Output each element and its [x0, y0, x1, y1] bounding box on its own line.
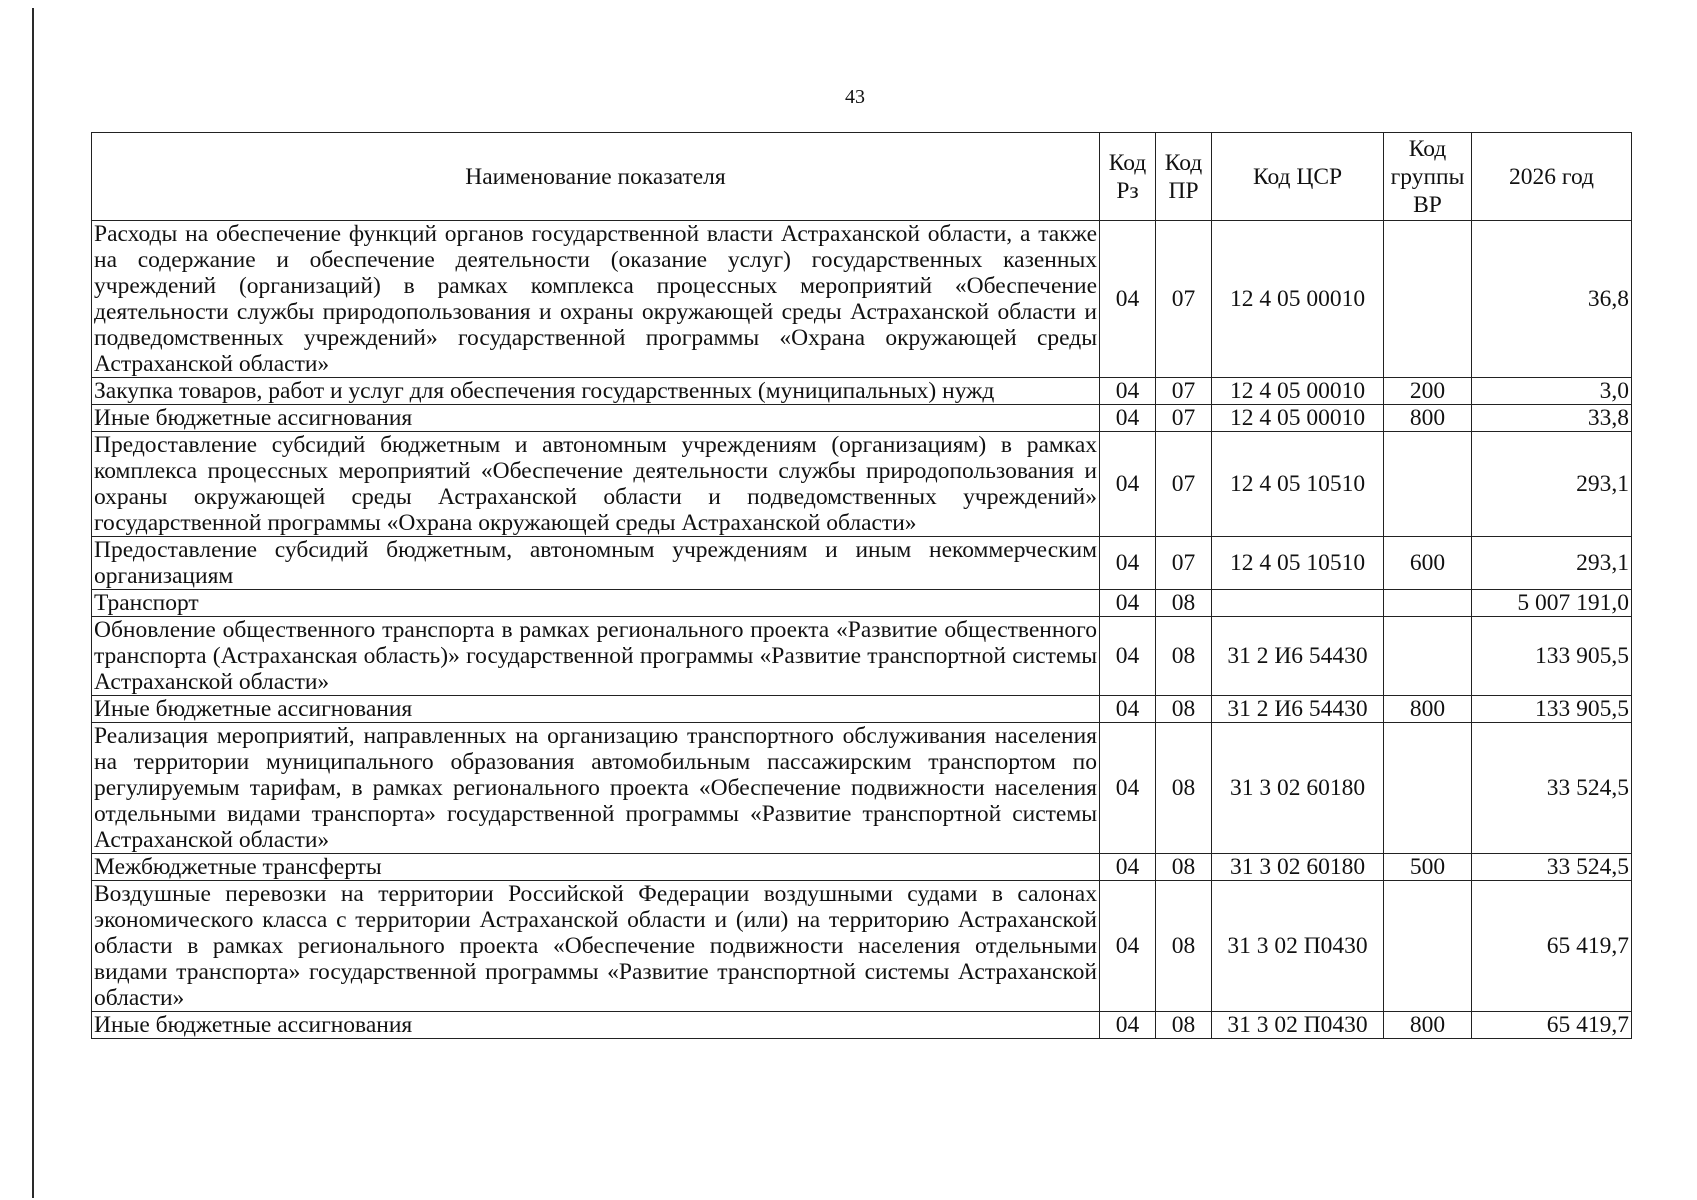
- row-vr: 800: [1384, 1012, 1472, 1039]
- row-csr: 31 2 И6 54430: [1212, 617, 1384, 696]
- row-vr: 600: [1384, 537, 1472, 590]
- row-pr: 07: [1156, 378, 1212, 405]
- row-pr: 08: [1156, 854, 1212, 881]
- row-name: Предоставление субсидий бюджетным и автономным учреждениям (организациям) в рамках комплекса процессных мероприятий «Обеспечение деятельности службы природопользования и охраны окружающей среды Астраханской области и подведомственных учреждений» государственной программы «Охрана окружающей среды Астраханской области»: [92, 432, 1100, 537]
- row-vr: 200: [1384, 378, 1472, 405]
- row-value: 65 419,7: [1472, 881, 1632, 1012]
- header-row: [92, 133, 1632, 221]
- row-csr: 31 3 02 П0430: [1212, 1012, 1384, 1039]
- row-name: Иные бюджетные ассигнования: [92, 1012, 1100, 1039]
- row-rz: 04: [1100, 537, 1156, 590]
- header-rz: Код Рз: [1100, 133, 1156, 221]
- header-pr: Код ПР: [1156, 133, 1212, 221]
- header-year: 2026 год: [1472, 133, 1632, 221]
- row-csr: 12 4 05 00010: [1212, 405, 1384, 432]
- row-value: 33,8: [1472, 405, 1632, 432]
- row-rz: 04: [1100, 881, 1156, 1012]
- row-vr: [1384, 881, 1472, 1012]
- row-csr: 12 4 05 10510: [1212, 537, 1384, 590]
- table-row: [92, 1012, 1632, 1039]
- row-csr: 31 3 02 60180: [1212, 854, 1384, 881]
- table-row: [92, 537, 1632, 590]
- row-name: Воздушные перевозки на территории Российской Федерации воздушными судами в салонах экономического класса с территории Астраханской области и (или) на территорию Астраханской области в рамках регионального проекта «Обеспечение подвижности населения отдельными видами транспорта» государственной программы «Развитие транспортной системы Астраханской области»: [92, 881, 1100, 1012]
- row-rz: 04: [1100, 221, 1156, 378]
- row-csr: 31 2 И6 54430: [1212, 696, 1384, 723]
- row-value: 33 524,5: [1472, 723, 1632, 854]
- row-value: 133 905,5: [1472, 617, 1632, 696]
- row-rz: 04: [1100, 617, 1156, 696]
- row-vr: [1384, 432, 1472, 537]
- row-pr: 07: [1156, 405, 1212, 432]
- row-pr: 08: [1156, 617, 1212, 696]
- header-csr: Код ЦСР: [1212, 133, 1384, 221]
- row-value: 33 524,5: [1472, 854, 1632, 881]
- table-row: [92, 696, 1632, 723]
- row-csr: 12 4 05 00010: [1212, 378, 1384, 405]
- row-vr: 800: [1384, 696, 1472, 723]
- row-value: 3,0: [1472, 378, 1632, 405]
- row-pr: 08: [1156, 590, 1212, 617]
- row-pr: 07: [1156, 537, 1212, 590]
- header-vr: Код группы ВР: [1384, 133, 1472, 221]
- table-row: [92, 881, 1632, 1012]
- row-csr: 31 3 02 П0430: [1212, 881, 1384, 1012]
- header-name: Наименование показателя: [92, 133, 1100, 221]
- row-csr: [1212, 590, 1384, 617]
- row-name: Транспорт: [92, 590, 1100, 617]
- table-row: [92, 723, 1632, 854]
- row-pr: 08: [1156, 881, 1212, 1012]
- table-row: [92, 590, 1632, 617]
- table-row: [92, 854, 1632, 881]
- row-name: Иные бюджетные ассигнования: [92, 405, 1100, 432]
- row-name: Закупка товаров, работ и услуг для обеспечения государственных (муниципальных) нужд: [92, 378, 1100, 405]
- row-name: Обновление общественного транспорта в рамках регионального проекта «Развитие общественного транспорта (Астраханская область)» государственной программы «Развитие транспортной системы Астраханской области»: [92, 617, 1100, 696]
- row-vr: 500: [1384, 854, 1472, 881]
- row-name: Межбюджетные трансферты: [92, 854, 1100, 881]
- row-value: 133 905,5: [1472, 696, 1632, 723]
- row-name: Иные бюджетные ассигнования: [92, 696, 1100, 723]
- row-rz: 04: [1100, 378, 1156, 405]
- row-value: 65 419,7: [1472, 1012, 1632, 1039]
- table-row: [92, 432, 1632, 537]
- row-pr: 07: [1156, 432, 1212, 537]
- table-row: [92, 405, 1632, 432]
- row-rz: 04: [1100, 432, 1156, 537]
- row-vr: [1384, 590, 1472, 617]
- row-pr: 07: [1156, 221, 1212, 378]
- row-rz: 04: [1100, 696, 1156, 723]
- table-row: [92, 378, 1632, 405]
- row-name: Реализация мероприятий, направленных на организацию транспортного обслуживания населения на территории муниципального образования автомобильным пассажирским транспортом по регулируемым тарифам, в рамках регионального проекта «Обеспечение подвижности населения отдельными видами транспорта» государственной программы «Развитие транспортной системы Астраханской области»: [92, 723, 1100, 854]
- page-number: 43: [845, 86, 865, 108]
- row-rz: 04: [1100, 405, 1156, 432]
- row-rz: 04: [1100, 723, 1156, 854]
- table-row: [92, 617, 1632, 696]
- row-value: 293,1: [1472, 432, 1632, 537]
- row-value: 293,1: [1472, 537, 1632, 590]
- table-row: [92, 221, 1632, 378]
- scan-edge-line: [32, 8, 34, 1198]
- row-rz: 04: [1100, 590, 1156, 617]
- row-vr: [1384, 723, 1472, 854]
- row-vr: 800: [1384, 405, 1472, 432]
- row-csr: 12 4 05 10510: [1212, 432, 1384, 537]
- budget-table: [91, 132, 1632, 1039]
- row-csr: 12 4 05 00010: [1212, 221, 1384, 378]
- row-pr: 08: [1156, 1012, 1212, 1039]
- row-csr: 31 3 02 60180: [1212, 723, 1384, 854]
- row-value: 5 007 191,0: [1472, 590, 1632, 617]
- row-rz: 04: [1100, 1012, 1156, 1039]
- row-rz: 04: [1100, 854, 1156, 881]
- row-value: 36,8: [1472, 221, 1632, 378]
- row-name: Расходы на обеспечение функций органов государственной власти Астраханской области, а также на содержание и обеспечение деятельности (оказание услуг) государственных казенных учреждений (организаций) в рамках комплекса процессных мероприятий «Обеспечение деятельности службы природопользования и охраны окружающей среды Астраханской области и подведомственных учреждений» государственной программы «Охрана окружающей среды Астраханской области»: [92, 221, 1100, 378]
- row-vr: [1384, 617, 1472, 696]
- row-pr: 08: [1156, 723, 1212, 854]
- row-vr: [1384, 221, 1472, 378]
- row-name: Предоставление субсидий бюджетным, автономным учреждениям и иным некоммерческим организациям: [92, 537, 1100, 590]
- row-pr: 08: [1156, 696, 1212, 723]
